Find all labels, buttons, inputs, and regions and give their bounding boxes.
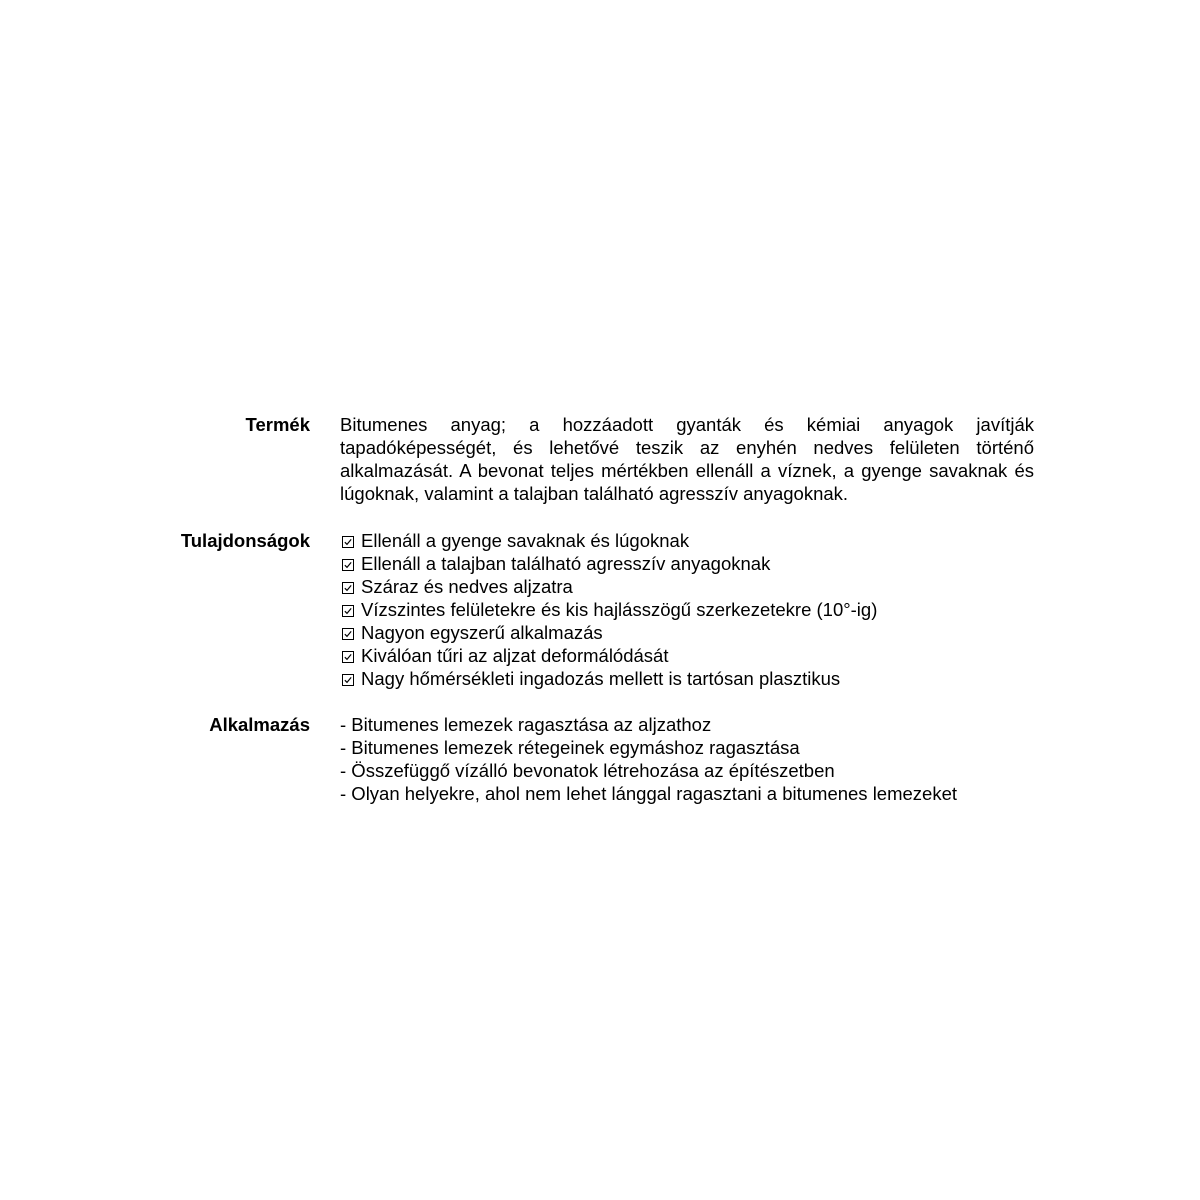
section-content-tulajdonsagok — [340, 529, 1034, 690]
list-item — [340, 621, 1034, 644]
list-item — [340, 552, 1034, 575]
list-item-text: Ellenáll a talajban található agresszív anyagoknak — [361, 553, 771, 574]
list-item — [340, 644, 1034, 667]
list-item — [340, 598, 1034, 621]
list-item: - Bitumenes lemezek rétegeinek egymáshoz ragasztása — [340, 737, 800, 758]
checked-box-icon — [342, 651, 354, 663]
section-label-termek: Termék — [245, 414, 310, 435]
checked-box-icon — [342, 674, 354, 686]
list-item: - Olyan helyekre, ahol nem lehet lánggal ragasztani a bitumenes lemezeket — [340, 783, 958, 804]
checked-box-icon — [342, 628, 354, 640]
checked-box-icon — [342, 559, 354, 571]
list-item-text: Nagyon egyszerű alkalmazás — [361, 622, 603, 643]
section-label-alkalmazas: Alkalmazás — [209, 714, 310, 735]
list-item-text: Vízszintes felületekre és kis hajlásszögű szerkezetekre (10°-ig) — [361, 599, 878, 620]
properties-list — [340, 529, 1034, 690]
checked-box-icon — [342, 582, 354, 594]
list-item-text: Nagy hőmérsékleti ingadozás mellett is tartósan plasztikus — [361, 668, 841, 689]
section-content-termek — [340, 413, 1034, 505]
checked-box-icon — [342, 536, 354, 548]
list-item — [340, 529, 1034, 552]
list-item: - Összefüggő vízálló bevonatok létrehozása az építészetben — [340, 760, 835, 781]
product-description: Bitumenes anyag; a hozzáadott gyanták és kémiai anyagok javítják tapadóképességét, és lehetővé teszik az enyhén nedves felületen történő alkalmazását. A bevonat teljes mértékben ellenáll a víznek, a gyenge savaknak és lúgoknak, valamint a talajban található agresszív anyagoknak. — [340, 414, 1034, 504]
section-content-alkalmazas — [340, 713, 1034, 805]
list-item — [340, 575, 1034, 598]
list-item-text: Ellenáll a gyenge savaknak és lúgoknak — [361, 530, 690, 551]
list-item: - Bitumenes lemezek ragasztása az aljzathoz — [340, 714, 712, 735]
list-item — [340, 667, 1034, 690]
list-item-text: Kiválóan tűri az aljzat deformálódását — [361, 645, 669, 666]
checked-box-icon — [342, 605, 354, 617]
application-list — [340, 713, 1034, 805]
list-item-text: Száraz és nedves aljzatra — [361, 576, 573, 597]
section-label-tulajdonsagok: Tulajdonságok — [180, 530, 310, 551]
